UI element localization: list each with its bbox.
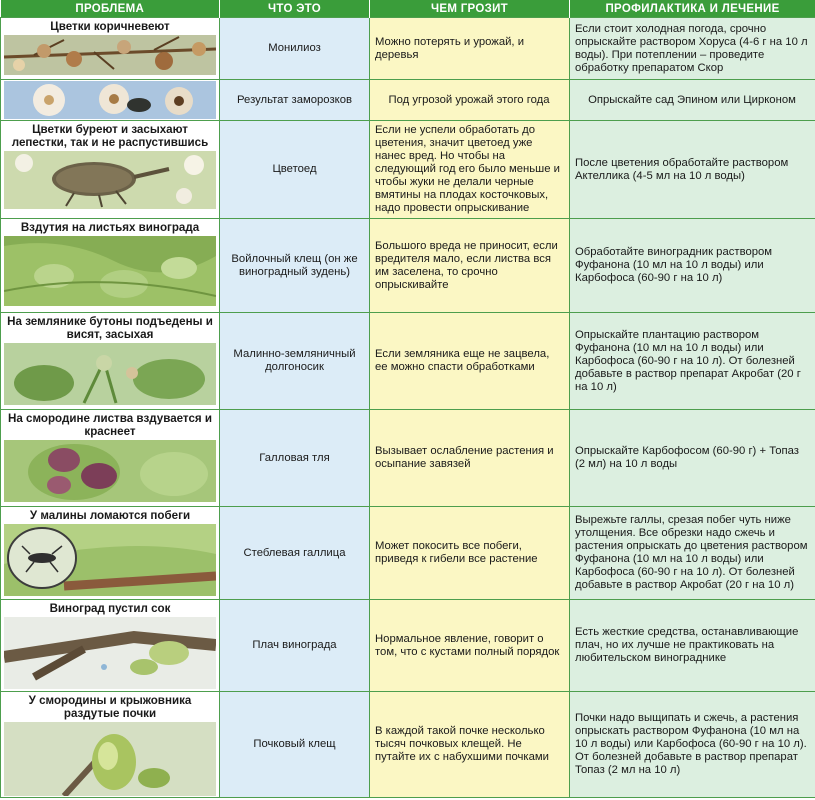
treatment-cell: Опрыскайте сад Эпином или Цирконом (570, 80, 815, 121)
threat-cell: Можно потерять и урожай, и деревья (370, 18, 570, 80)
what-cell: Результат заморозков (220, 80, 370, 121)
treatment-cell: После цветения обработайте раствором Актеллика (4-5 мл на 10 л воды) (570, 121, 815, 219)
header-what: ЧТО ЭТО (220, 0, 370, 18)
header-row (1, 0, 815, 18)
treatment-cell: Опрыскайте плантацию раствором Фуфанона (10 мл на 10 л воды) или Карбофоса (60-90 г на 10 л). От болезней добавьте в раствор препарат Акробат (20 г на 10 л) (570, 313, 815, 410)
problem-cell (1, 600, 220, 692)
threat-cell: Если земляника еще не зацвела, ее можно спасти обработками (370, 313, 570, 410)
header-treatment: ПРОФИЛАКТИКА И ЛЕЧЕНИЕ (570, 0, 815, 18)
threat-cell: Может покосить все побеги, приведя к гибели все растение (370, 507, 570, 600)
table-row (1, 692, 815, 798)
what-cell: Галловая тля (220, 410, 370, 507)
table-row (1, 219, 815, 313)
problem-cell (1, 507, 220, 600)
problem-title: На смородине листва вздувается и краснеет (7, 412, 213, 438)
problem-title: Цветки буреют и засыхают лепестки, так и не распустившись (11, 123, 209, 149)
what-cell: Стеблевая галлица (220, 507, 370, 600)
threat-cell: Нормальное явление, говорит о том, что с кустами полный порядок (370, 600, 570, 692)
grape-vine-photo-icon (4, 617, 216, 689)
swollen-bud-photo-icon (4, 722, 216, 796)
problem-title: Виноград пустил сок (49, 602, 171, 615)
problem-cell (1, 18, 220, 80)
strawberry-bud-photo-icon (4, 343, 216, 405)
problem-title: Цветки коричневеют (50, 20, 170, 33)
problem-title: У смородины и крыжовника раздутые почки (28, 694, 192, 720)
treatment-cell: Почки надо выщипать и сжечь, а растения опрыскать раствором Фуфанона (10 мл на 10 л воды) или Карбофоса (60-90 г на 10 л). От болезней добавьте в раствор препарат Топаз (2 мл на 10 л) (570, 692, 815, 798)
treatment-cell: Вырежьте галлы, срезая побег чуть ниже утолщения. Все обрезки надо сжечь и растения опрыскать до цветения раствором Фуфанона (10 мл на 10 л воды) или Карбофоса (60-90 г на 10 л). От болезней добавьте в раствор Акробат (20 г на 10 л) (570, 507, 815, 600)
what-cell: Цветоед (220, 121, 370, 219)
weevil-beetle-photo-icon (4, 151, 216, 209)
treatment-cell: Обработайте виноградник раствором Фуфанона (10 мл на 10 л воды) или Карбофоса (60-90 г на 10 л) (570, 219, 815, 313)
table-row (1, 600, 815, 692)
table-row (1, 313, 815, 410)
brown-blossom-photo-icon (4, 35, 216, 75)
what-cell: Плач винограда (220, 600, 370, 692)
gall-midge-photo-icon (4, 524, 216, 596)
header-problem: ПРОБЛЕМА (1, 0, 220, 18)
what-cell: Почковый клещ (220, 692, 370, 798)
table-row (1, 18, 815, 80)
problem-cell (1, 121, 220, 219)
threat-cell: Большого вреда не приносит, если вредителя мало, если листва вся им заселена, то срочно опрыскивайте (370, 219, 570, 313)
header-threat: ЧЕМ ГРОЗИТ (370, 0, 570, 18)
problem-cell (1, 313, 220, 410)
threat-cell: Если не успели обработать до цветения, значит цветоед уже нанес вред. Но чтобы на следующий год его было меньше и чтобы жуки не делали черные вмятины на плодах косточковых, надо провести опрыскивание (370, 121, 570, 219)
problem-title: У малины ломаются побеги (29, 509, 191, 522)
table-row (1, 80, 815, 121)
problem-cell (1, 410, 220, 507)
treatment-cell: Опрыскайте Карбофосом (60-90 г) + Топаз (2 мл) на 10 л воды (570, 410, 815, 507)
threat-cell: Под угрозой урожай этого года (370, 80, 570, 121)
problem-cell (1, 80, 220, 121)
table-row (1, 410, 815, 507)
problem-title: На землянике бутоны подъедены и висят, засыхая (7, 315, 213, 341)
table-row (1, 121, 815, 219)
treatment-cell: Есть жесткие средства, останавливающие плач, но их лучше не практиковать на любительском винограднике (570, 600, 815, 692)
what-cell: Малинно-земляничный долгоносик (220, 313, 370, 410)
grape-leaf-photo-icon (4, 236, 216, 306)
threat-cell: В каждой такой почке несколько тысяч почковых клещей. Не путайте их с набухшими почками (370, 692, 570, 798)
treatment-cell: Если стоит холодная погода, срочно опрыскайте раствором Хоруса (4-6 г на 10 л воды). При потеплении – проведите обработку препаратом Скор (570, 18, 815, 80)
table-row (1, 507, 815, 600)
frost-damaged-blossom-photo-icon (4, 81, 216, 119)
what-cell: Войлочный клещ (он же виноградный зудень) (220, 219, 370, 313)
problem-title: Вздутия на листьях винограда (20, 221, 200, 234)
threat-cell: Вызывает ослабление растения и осыпание завязей (370, 410, 570, 507)
currant-leaf-photo-icon (4, 440, 216, 502)
problem-cell (1, 219, 220, 313)
what-cell: Монилиоз (220, 18, 370, 80)
problem-cell (1, 692, 220, 798)
